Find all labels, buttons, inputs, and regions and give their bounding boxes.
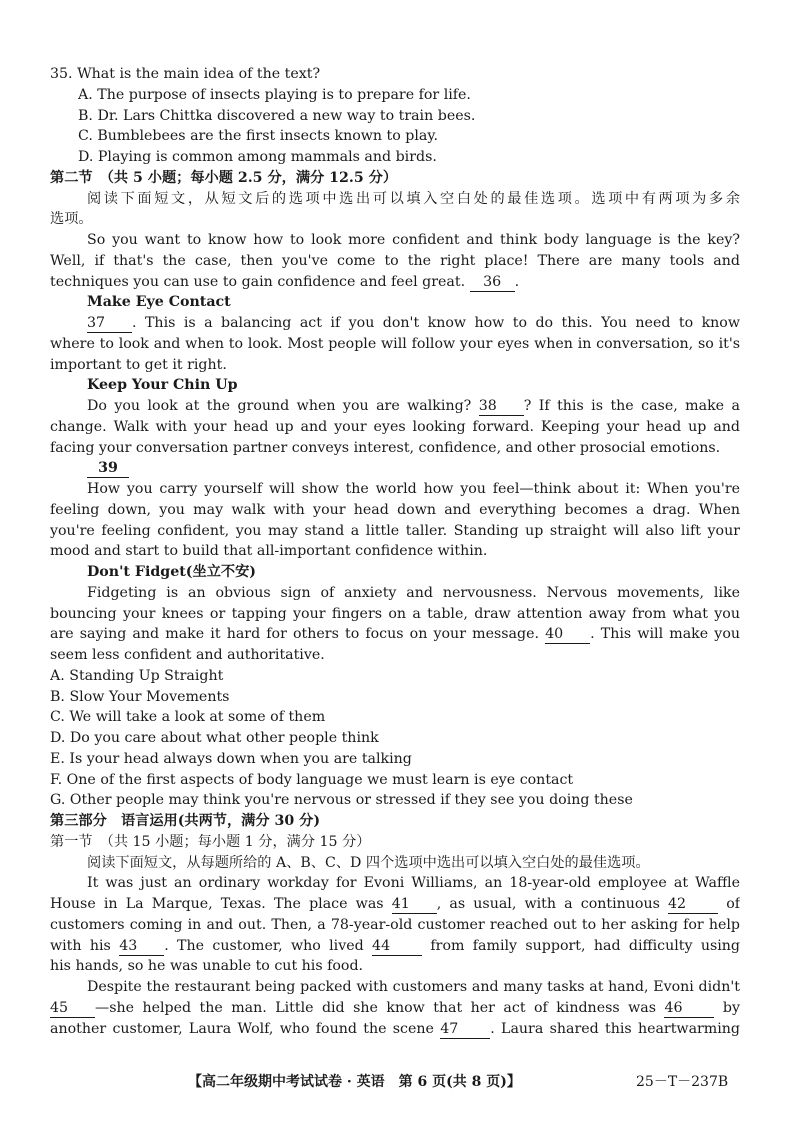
- q35-option-d: D. Playing is common among mammals and birds.: [78, 149, 437, 165]
- passage-line: techniques you can use to gain confidence and feel great. 36 .: [50, 273, 520, 290]
- q35-option-b: B. Dr. Lars Chittka discovered a new way to train bees.: [78, 107, 476, 124]
- subheading-blank-39: [50, 458, 740, 479]
- passage-line: Despite the restaurant being packed with customers and many tasks at hand, Evoni didn't: [87, 979, 740, 995]
- passage-line: Well, if that's the case, then you've come to the right place! There are many tools and: [50, 252, 740, 269]
- part3-heading: 第三部分 语言运用(共两节，满分 30 分): [50, 813, 321, 829]
- passage-line: House in La Marque, Texas. The place was 41 , as usual, with a continuous 42 of: [50, 896, 740, 912]
- passage-line: Do you look at the ground when you are walking? 38 ? If this is the case, make a: [87, 398, 740, 414]
- passage-line: 45 —she helped the man. Little did she know that her act of kindness was 46 by: [50, 999, 740, 1016]
- passage-line: It was just an ordinary workday for Evoni Williams, an 18-year-old employee at Waffle: [87, 875, 740, 892]
- blank-37: 37: [87, 315, 132, 333]
- blank-44: 44: [372, 938, 422, 956]
- passage-line: seem less confident and authoritative.: [50, 647, 325, 663]
- passage-line: where to look and when to look. Most people will follow your eyes when in conversation, so it's: [50, 335, 740, 352]
- part3-instruction: 阅读下面短文，从每题所给的 A、B、C、D 四个选项中选出可以填入空白处的最佳选项。: [87, 854, 650, 871]
- option-e: E. Is your head always down when you are talking: [50, 750, 412, 767]
- exam-page: [50, 64, 740, 1039]
- passage-line: So you want to know how to look more confident and think body language is the key?: [87, 232, 740, 248]
- passage-line: with his 43 . The customer, who lived 44 from family support, had difficulty using: [50, 937, 740, 954]
- part3-subheading: 第一节 （共 15 小题；每小题 1 分，满分 15 分）: [50, 833, 371, 850]
- option-a: A. Standing Up Straight: [50, 667, 224, 684]
- section2-instruction: 阅读下面短文，从短文后的选项中选出可以填入空白处的最佳选项。选项中有两项为多余: [87, 190, 740, 207]
- section2-instruction-cont: 选项。: [50, 211, 93, 228]
- footer-title: 【高二年级期中考试试卷 · 英语 第 6 页(共 8 页)】: [188, 1074, 521, 1090]
- option-f: F. One of the first aspects of body language we must learn is eye contact: [50, 771, 574, 788]
- option-d: D. Do you care about what other people think: [50, 730, 379, 746]
- q35-stem: 35. What is the main idea of the text?: [50, 66, 321, 82]
- blank-40: 40: [545, 626, 590, 644]
- q35-option-a: A. The purpose of insects playing is to prepare for life.: [78, 86, 471, 103]
- passage-line: 37 . This is a balancing act if you don't know how to do this. You need to know: [87, 315, 740, 331]
- passage-line: change. Walk with your head up and your eyes looking forward. Keeping your head up and: [50, 418, 740, 435]
- section2-heading: 第二节 （共 5 小题；每小题 2.5 分，满分 12.5 分）: [50, 169, 398, 186]
- blank-43: 43: [119, 938, 164, 956]
- passage-line: mood and start to build that all-important confidence within.: [50, 543, 488, 560]
- blank-45: 45: [50, 1000, 95, 1018]
- passage-line: customers coming in and out. Then, a 78-year-old customer reached out to her asking for help: [50, 916, 740, 933]
- blank-39: 39: [87, 460, 129, 478]
- passage-line: facing your conversation partner conveys interest, confidence, and other prosocial emotions.: [50, 439, 721, 456]
- blank-42: 42: [668, 896, 718, 914]
- blank-41: 41: [392, 896, 437, 914]
- footer-code: 25－T－237B: [636, 1074, 729, 1090]
- passage-line: feeling down, you may walk with your head down and everything becomes a drag. When: [50, 501, 740, 518]
- blank-47: 47: [440, 1021, 490, 1039]
- blank-36: 36: [470, 274, 515, 292]
- subheading-eye-contact: Make Eye Contact: [87, 294, 231, 311]
- passage-line: are saying and make it hard for others to focus on your message. 40 . This will make you: [50, 626, 740, 643]
- option-g: G. Other people may think you're nervous or stressed if they see you doing these: [50, 792, 633, 809]
- blank-46: 46: [664, 1000, 714, 1018]
- subheading-chin-up: Keep Your Chin Up: [87, 377, 238, 394]
- subheading-dont-fidget: Don't Fidget(坐立不安): [87, 564, 256, 580]
- passage-line: How you carry yourself will show the world how you feel—think about it: When you're: [87, 481, 740, 497]
- passage-line: Fidgeting is an obvious sign of anxiety and nervousness. Nervous movements, like: [87, 584, 740, 601]
- passage-line: bouncing your knees or tapping your fingers on a table, draw attention away from what you: [50, 605, 740, 622]
- q35-option-c: C. Bumblebees are the first insects known to play.: [78, 128, 439, 145]
- passage-line: his hands, so he was unable to cut his food.: [50, 958, 364, 975]
- option-b: B. Slow Your Movements: [50, 688, 230, 705]
- passage-line: important to get it right.: [50, 356, 227, 373]
- option-c: C. We will take a look at some of them: [50, 709, 326, 726]
- blank-38: 38: [479, 398, 524, 416]
- passage-line: another customer, Laura Wolf, who found the scene 47 . Laura shared this heartwarming: [50, 1020, 740, 1037]
- passage-line: you're feeling confident, you may stand a little taller. Standing up straight will also lift your: [50, 522, 740, 539]
